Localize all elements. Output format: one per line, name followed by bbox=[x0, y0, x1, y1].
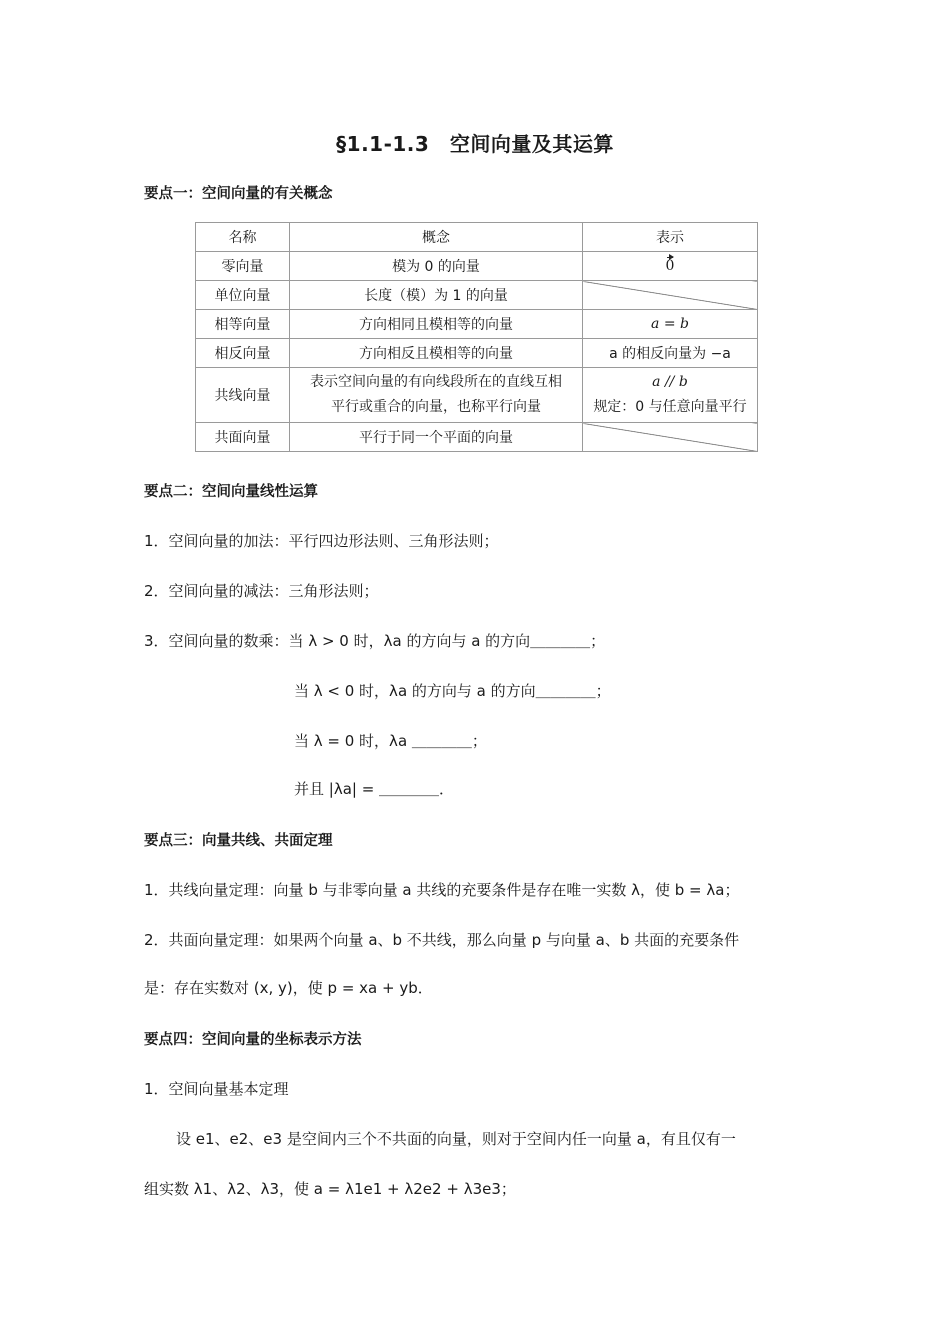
coplanar-theorem-cont: 是：存在实数对 (x, y)，使 p = xa + yb． bbox=[144, 979, 433, 997]
row-concept: 方向相同且模相等的向量 bbox=[290, 310, 583, 339]
row-concept: 模为 0 的向量 bbox=[290, 252, 583, 281]
table-row bbox=[196, 339, 758, 368]
row-name: 相等向量 bbox=[196, 310, 290, 339]
coplanar-theorem: 2．共面向量定理：如果两个向量 a、b 不共线，那么向量 p 与向量 a、b 共面的充要条件 bbox=[144, 931, 740, 949]
table-row bbox=[196, 368, 758, 423]
row-name: 单位向量 bbox=[196, 281, 290, 310]
row-concept bbox=[290, 368, 583, 423]
row-notation-line2: 规定：0 与任意向量平行 bbox=[593, 399, 747, 415]
concept-table bbox=[195, 222, 758, 452]
row-notation: a 的相反向量为 −a bbox=[583, 339, 758, 368]
table-row bbox=[196, 252, 758, 281]
scalar-mult-zero: 当 λ = 0 时，λa ＿＿＿＿； bbox=[294, 732, 487, 750]
row-concept: 长度（模）为 1 的向量 bbox=[290, 281, 583, 310]
collinear-theorem: 1．共线向量定理：向量 b 与非零向量 a 共线的充要条件是存在唯一实数 λ，使 b = λa； bbox=[144, 881, 740, 899]
table-header-notation: 表示 bbox=[583, 223, 758, 252]
scalar-mult-negative: 当 λ < 0 时，λa 的方向与 a 的方向＿＿＿＿； bbox=[294, 682, 611, 700]
table-header-name: 名称 bbox=[196, 223, 290, 252]
row-notation bbox=[583, 368, 758, 423]
row-concept: 方向相反且模相等的向量 bbox=[290, 339, 583, 368]
section3-heading: 要点三：向量共线、共面定理 bbox=[144, 833, 333, 849]
row-notation-line1: a // b bbox=[652, 374, 688, 390]
row-name: 相反向量 bbox=[196, 339, 290, 368]
section4-heading: 要点四：空间向量的坐标表示方法 bbox=[144, 1032, 362, 1048]
row-name: 共面向量 bbox=[196, 423, 290, 452]
basis-theorem-line1: 设 e1、e2、e3 是空间内三个不共面的向量，则对于空间内任一向量 a，有且仅有一 bbox=[176, 1130, 736, 1148]
page-title: §1.1-1.3 空间向量及其运算 bbox=[336, 132, 614, 156]
row-notation-empty bbox=[583, 423, 758, 452]
row-concept-line2: 平行或重合的向量，也称平行向量 bbox=[331, 399, 541, 415]
row-notation: a = b bbox=[583, 310, 758, 339]
basis-theorem-line2: 组实数 λ1、λ2、λ3，使 a = λ1e1 + λ2e2 + λ3e3； bbox=[144, 1180, 516, 1198]
table-row bbox=[196, 281, 758, 310]
row-name: 共线向量 bbox=[196, 368, 290, 423]
table-row bbox=[196, 423, 758, 452]
row-name: 零向量 bbox=[196, 252, 290, 281]
row-notation: 0 bbox=[583, 252, 758, 281]
basis-theorem-title: 1．空间向量基本定理 bbox=[144, 1080, 289, 1098]
row-concept-line1: 表示空间向量的有向线段所在的直线互相 bbox=[310, 374, 562, 390]
row-concept: 平行于同一个平面的向量 bbox=[290, 423, 583, 452]
addition-rule: 1．空间向量的加法：平行四边形法则、三角形法则； bbox=[144, 532, 499, 550]
row-notation-empty bbox=[583, 281, 758, 310]
scalar-mult-positive: 3．空间向量的数乘：当 λ > 0 时，λa 的方向与 a 的方向＿＿＿＿； bbox=[144, 632, 606, 650]
table-header-row bbox=[196, 223, 758, 252]
table-row bbox=[196, 310, 758, 339]
subtraction-rule: 2．空间向量的减法：三角形法则； bbox=[144, 582, 379, 600]
table-header-concept: 概念 bbox=[290, 223, 583, 252]
scalar-mult-magnitude: 并且 |λa| = ＿＿＿＿． bbox=[294, 780, 455, 798]
section2-heading: 要点二：空间向量线性运算 bbox=[144, 484, 318, 500]
section1-heading: 要点一：空间向量的有关概念 bbox=[144, 186, 333, 202]
